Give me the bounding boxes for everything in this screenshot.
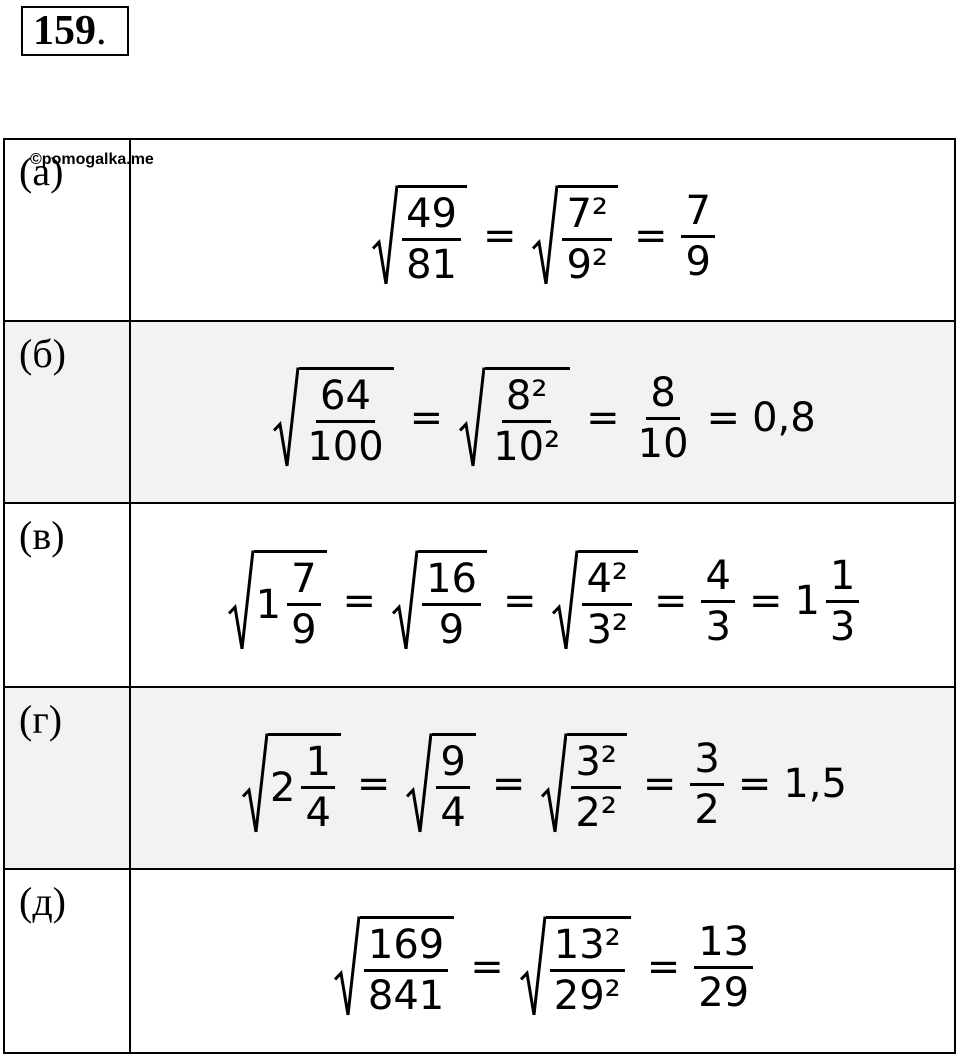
math-expression — [131, 322, 954, 500]
problem-number-value: 159 — [33, 8, 96, 54]
fraction — [701, 552, 734, 650]
whole-part: 2 — [270, 764, 296, 811]
fraction — [826, 552, 859, 650]
result-value: 0,8 — [752, 395, 816, 441]
equals-sign: = — [502, 578, 537, 624]
numerator: 13 — [694, 922, 753, 969]
numerator: 16 — [422, 559, 481, 606]
radicand — [360, 916, 454, 1019]
denominator: 9 — [685, 238, 711, 285]
row-math — [130, 503, 955, 687]
math-expression — [131, 140, 954, 318]
denominator: 2² — [575, 790, 617, 836]
watermark: ©pomogalka.me — [30, 151, 154, 168]
numerator: 64 — [316, 376, 375, 423]
radical-sign-icon — [459, 366, 485, 470]
square-root — [372, 185, 467, 288]
square-root — [520, 916, 631, 1019]
equals-sign: = — [356, 761, 391, 807]
row-label: (г) — [4, 687, 130, 869]
numerator: 7 — [287, 559, 320, 606]
fraction — [690, 735, 723, 833]
solution-row — [4, 503, 955, 687]
equals-sign: = — [409, 395, 444, 441]
solution-row — [4, 687, 955, 869]
solution-rows — [4, 139, 955, 1053]
numerator: 8 — [646, 373, 679, 420]
equals-sign: = — [642, 761, 677, 807]
row-label: (а) — [4, 139, 130, 321]
radical-sign-icon — [273, 366, 299, 470]
fraction — [562, 191, 611, 288]
square-root — [242, 733, 341, 836]
mixed-number — [270, 739, 337, 836]
numerator: 49 — [402, 194, 461, 241]
math-expression — [131, 870, 954, 1050]
equals-sign: = — [737, 761, 772, 807]
fraction — [287, 556, 320, 653]
radical-sign-icon — [520, 915, 546, 1019]
numerator: 7 — [681, 191, 714, 238]
denominator: 4 — [440, 790, 466, 836]
numerator: 9 — [436, 742, 469, 789]
radical-sign-icon — [552, 549, 578, 653]
problem-number — [21, 6, 129, 56]
square-root — [406, 733, 475, 836]
numerator: 4² — [582, 559, 631, 606]
radicand — [254, 550, 327, 653]
equation — [269, 367, 815, 470]
radical-sign-icon — [532, 184, 558, 288]
row-label: (б) — [4, 321, 130, 503]
equals-sign: = — [491, 761, 526, 807]
square-root — [541, 733, 626, 836]
radical-sign-icon — [228, 549, 254, 653]
square-root — [552, 550, 637, 653]
radicand — [432, 733, 475, 836]
equals-sign: = — [482, 213, 517, 259]
denominator: 4 — [305, 790, 331, 836]
row-math — [130, 869, 955, 1053]
radicand — [558, 185, 617, 288]
numerator: 3 — [690, 739, 723, 786]
equals-sign: = — [470, 944, 504, 990]
fraction — [634, 369, 693, 467]
radicand — [485, 367, 570, 470]
square-root — [228, 550, 327, 653]
equals-sign: = — [646, 944, 681, 990]
denominator: 9 — [291, 607, 317, 653]
solution-table — [3, 138, 956, 1054]
solution-row — [4, 321, 955, 503]
fraction — [694, 918, 753, 1016]
fraction — [582, 556, 631, 653]
radical-sign-icon — [406, 732, 432, 836]
fraction — [402, 191, 461, 288]
radicand — [546, 916, 631, 1019]
equals-sign: = — [653, 578, 688, 624]
fraction — [364, 922, 448, 1019]
denominator: 10² — [493, 424, 561, 470]
radicand — [567, 733, 626, 836]
problem-number-punct: . — [96, 8, 107, 54]
mixed-number — [255, 556, 323, 653]
square-root — [459, 367, 570, 470]
denominator: 29 — [698, 969, 750, 1016]
radical-sign-icon — [372, 184, 398, 288]
result-value: 1,5 — [783, 761, 847, 807]
numerator: 7² — [562, 194, 611, 241]
radicand — [418, 550, 487, 653]
numerator: 1 — [301, 742, 334, 789]
denominator: 100 — [307, 424, 384, 470]
fraction — [301, 739, 334, 836]
equals-sign: = — [633, 213, 668, 259]
row-label: (в) — [4, 503, 130, 687]
denominator: 9² — [566, 242, 608, 288]
equation — [368, 185, 717, 288]
fraction — [489, 373, 564, 470]
equation — [330, 916, 755, 1019]
equals-sign: = — [342, 578, 377, 624]
fraction — [550, 922, 625, 1019]
square-root — [273, 367, 393, 470]
denominator: 3 — [705, 603, 731, 650]
square-root — [392, 550, 487, 653]
equation — [224, 550, 862, 653]
fraction — [303, 373, 387, 470]
denominator: 3 — [829, 603, 856, 650]
numerator: 13² — [550, 925, 625, 972]
numerator: 169 — [364, 925, 448, 972]
radical-sign-icon — [392, 549, 418, 653]
radicand — [268, 733, 341, 836]
square-root — [334, 916, 454, 1019]
equation — [238, 733, 847, 836]
row-math — [130, 687, 955, 869]
radicand — [578, 550, 637, 653]
radicand — [299, 367, 393, 470]
denominator: 10 — [637, 420, 689, 467]
row-label: (д) — [4, 869, 130, 1053]
denominator: 2 — [694, 786, 720, 833]
row-math — [130, 139, 955, 321]
numerator: 4 — [701, 556, 734, 603]
equals-sign: = — [586, 395, 620, 441]
fraction — [436, 739, 469, 836]
math-expression — [131, 504, 954, 684]
square-root — [532, 185, 617, 288]
mixed-number — [794, 552, 861, 650]
radical-sign-icon — [334, 915, 360, 1019]
fraction — [422, 556, 481, 653]
solution-row — [4, 869, 955, 1053]
fraction — [681, 187, 714, 285]
denominator: 81 — [406, 242, 457, 288]
denominator: 841 — [367, 973, 445, 1019]
numerator: 3² — [571, 742, 620, 789]
radical-sign-icon — [541, 732, 567, 836]
whole-part: 1 — [794, 578, 820, 624]
denominator: 9 — [438, 607, 465, 653]
equals-sign: = — [706, 395, 741, 441]
denominator: 29² — [553, 973, 621, 1019]
row-math — [130, 321, 955, 503]
equals-sign: = — [748, 578, 783, 624]
whole-part: 1 — [255, 581, 282, 628]
math-expression — [131, 688, 954, 866]
radicand — [398, 185, 467, 288]
numerator: 1 — [826, 556, 859, 603]
radical-sign-icon — [242, 732, 268, 836]
fraction — [571, 739, 620, 836]
denominator: 3² — [586, 607, 628, 653]
numerator: 8² — [502, 376, 551, 423]
